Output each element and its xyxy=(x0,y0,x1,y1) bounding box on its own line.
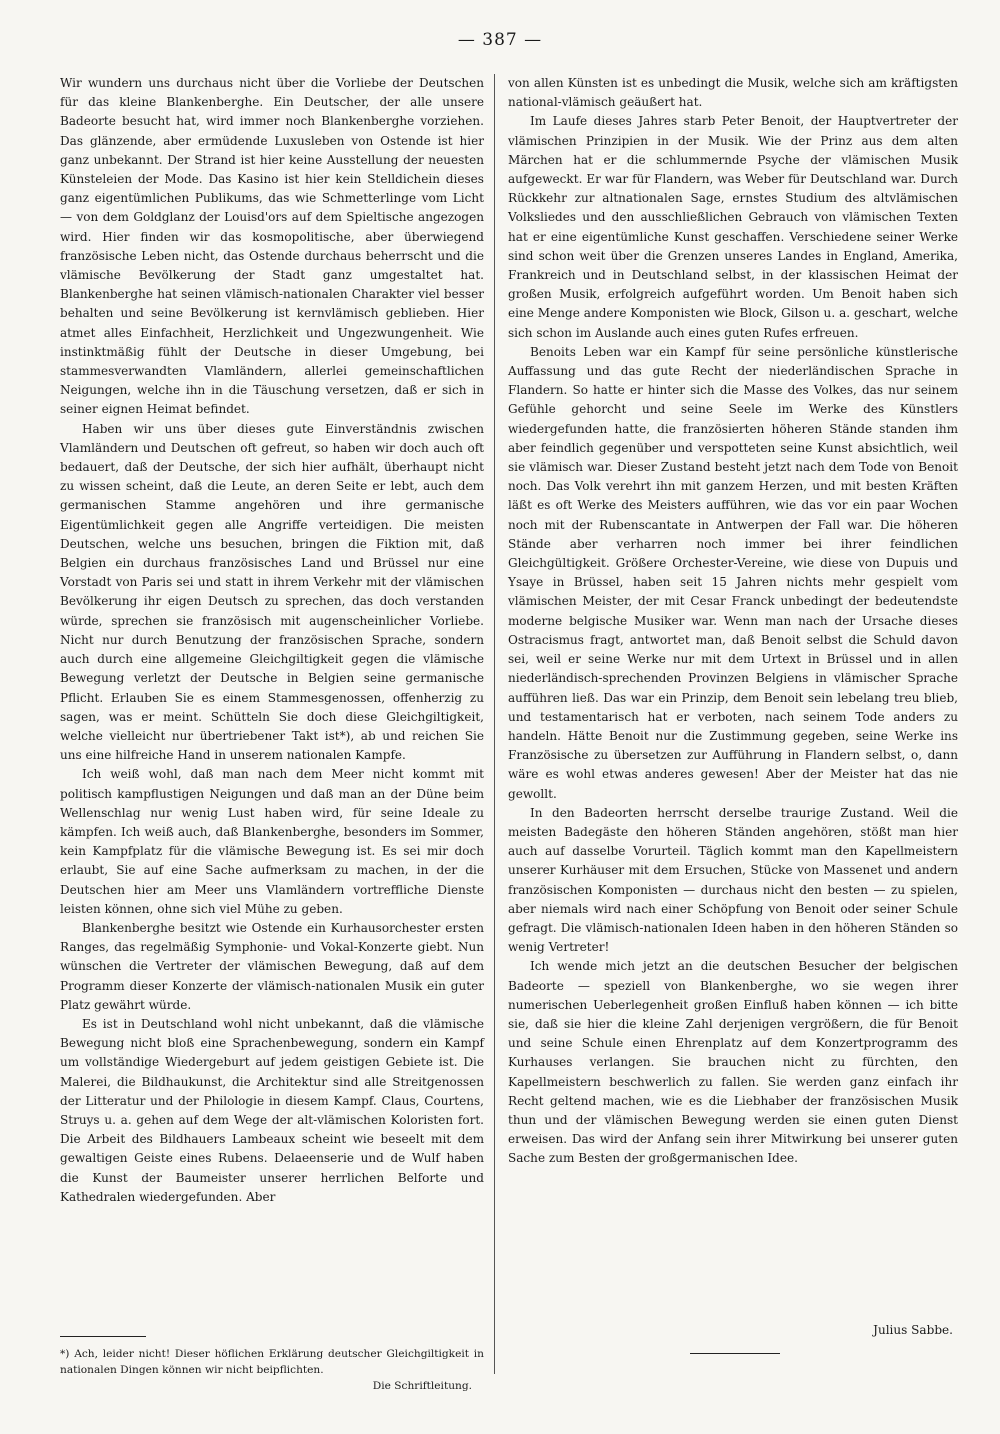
paragraph: Ich wende mich jetzt an die deutschen Besucher der belgischen Badeorte — speziell von Blankenberghe, wo sie wegen ihrer numerischen Ueberlegenheit großen Einfluß haben können — ich bitte sie, daß sie hier die kleine Zahl derjenigen vergrößern, die für Benoit und seine Schule einen Ehrenplatz auf dem Konzertprogramm des Kurhauses verlangen. Sie brauchen nicht zu fürchten, den Kapellmeistern beschwerlich zu fallen. Sie werden ganz einfach ihr Recht geltend machen, wie es die Liebhaber der französischen Musik thun und der vlämischen Bewegung werden sie einen guten Dienst erweisen. Das wird der Anfang sein ihrer Mitwirkung bei unserer guten Sache zum Besten der großgermanischen Idee. xyxy=(508,959,958,1166)
author-signature: Julius Sabbe. xyxy=(873,1323,953,1337)
paragraph: Im Laufe dieses Jahres starb Peter Benoit, der Hauptvertreter der vlämischen Prinzipien in der Musik. Wie der Prinz aus dem alten Märchen hat er die schlummernde Psyche der vlämischen Musik aufgeweckt. Er war für Flandern, was Weber für Deutschland war. Durch Rückkehr zur altnationalen Sage, ernstes Studium des altvlämischen Volksliedes und den ausschließlichen Gebrauch von vlämischen Texten hat er eine eigentümliche Kunst geschaffen. Verschiedene seiner Werke sind schon weit über die Grenzen unseres Landes in England, Amerika, Frankreich und in Deutschland selbst, in der klassischen Heimat der großen Musik, erfolgreich aufgeführt worden. Um Benoit haben sich eine Menge andere Komponisten wie Block, Gilson u. a. geschart, welche sich schon im Auslande auch eines guten Rufes erfreuen. xyxy=(508,114,958,340)
page-number: — 387 — xyxy=(457,30,543,50)
footnote: *) Ach, leider nicht! Dieser höflichen Erklärung deutscher Gleichgiltigkeit in nationalen Dingen können wir nicht beipflichten. xyxy=(60,1348,484,1376)
paragraph: Wir wundern uns durchaus nicht über die Vorliebe der Deutschen für das kleine Blankenberghe. Ein Deutscher, der alle unsere Badeorte besucht hat, wird immer noch Blankenberghe vorziehen. Das glänzende, aber ermüdende Luxusleben von Ostende ist hier ganz unbekannt. Der Strand ist hier keine Ausstellung der neuesten Künsteleien der Mode. Das Kasino ist hier kein Stelldichein dieses ganz eigentümlichen Publikums, das wie Schmetterlinge vom Licht — von dem Goldglanz der Louisd'ors auf dem Spieltische angezogen wird. Hier finden wir das kosmopolitische, aber überwiegend französische Leben nicht, das Ostende durchaus beherrscht und die vlämische Bevölkerung der Stadt ganz umgestaltet hat. Blankenberghe hat seinen vlämisch-nationalen Charakter viel besser behalten und seine Bevölkerung ist kernvlämisch geblieben. Hier atmet alles Einfachheit, Herzlichkeit und Ungezwungenheit. Wie instinktmäßig fühlt der Deutsche in dieser Umgebung, bei stammesverwandten Vlamländern, allerlei gemeinschaftlichen Neigungen, welche ihn in die Täuschung versetzen, daß er sich in seiner eignen Heimat befindet. xyxy=(60,76,484,417)
paragraph: von allen Künsten ist es unbedingt die Musik, welche sich am kräftigsten national-vlämisch geäußert hat. xyxy=(508,76,958,110)
left-column xyxy=(60,74,484,1207)
paragraph: Blankenberghe besitzt wie Ostende ein Kurhausorchester ersten Ranges, das regelmäßig Symphonie- und Vokal-Konzerte giebt. Nun wünschen die Vertreter der vlämischen Bewegung, daß auf dem Programm dieser Konzerte der vlämisch-nationalen Musik ein guter Platz gewährt würde. xyxy=(60,920,484,1012)
paragraph: In den Badeorten herrscht derselbe traurige Zustand. Weil die meisten Badegäste den höheren Ständen angehören, stößt man hier auch auf dasselbe Vorurteil. Täglich kommt man den Kapellmeistern unserer Kurhäuser mit dem Ersuchen, Stücke von Massenet und andern französischen Komponisten — durchaus nicht den besten — zu spielen, aber niemals wird nach einer Schöpfung von Benoit oder seiner Schule gefragt. Die vlämisch-nationalen Ideen haben in den höheren Ständen so wenig Vertreter! xyxy=(508,805,958,955)
paragraph: Haben wir uns über dieses gute Einverständnis zwischen Vlamländern und Deutschen oft gefreut, so haben wir doch auch oft bedauert, daß der Deutsche, der sich hier aufhält, überhaupt nicht zu wissen scheint, daß die Leute, an deren Seite er lebt, auch dem germanischen Stamme angehören und ihre germanische Eigentümlichkeit gegen alle Angriffe verteidigen. Die meisten Deutschen, welche uns besuchen, bringen die Fiktion mit, daß Belgien ein durchaus französisches Land und Brüssel nur eine Vorstadt von Paris sei und statt in ihrem Verkehr mit der vlämischen Bevölkerung ihr eigen Deutsch zu sprechen, das doch verstanden würde, sprechen sie französisch mit augenscheinlicher Vorliebe. Nicht nur durch Benutzung der französischen Sprache, sondern auch durch eine allgemeine Gleichgiltigkeit gegen die vlämische Bewegung verletzt der Deutsche in Belgien seine germanische Pflicht. Erlauben Sie es einem Stammesgenossen, offenherzig zu sagen, was er meint. Schütteln Sie doch diese Gleichgiltigkeit, welche vielleicht nur übertriebener Takt ist*), ab und reichen Sie uns eine hilfreiche Hand in unserem nationalen Kampfe. xyxy=(60,421,484,763)
paragraph: Es ist in Deutschland wohl nicht unbekannt, daß die vlämische Bewegung nicht bloß eine Sprachenbewegung, sondern ein Kampf um vollständige Wiedergeburt auf jedem geistigen Gebiete ist. Die Malerei, die Bildhaukunst, die Architektur sind alle Streitgenossen der Litteratur und der Philologie in diesem Kampf. Claus, Courtens, Struys u. a. gehen auf dem Wege der alt-vlämischen Koloristen fort. Die Arbeit des Bildhauers Lambeaux scheint wie beseelt mit dem gewaltigen Geiste eines Rubens. Delaeenserie und de Wulf haben die Kunst der Baumeister unserer herrlichen Belforte und Kathedralen wiedergefunden. Aber xyxy=(60,1016,484,1204)
footnote-signature: Die Schriftleitung. xyxy=(372,1380,472,1392)
paragraph: Benoits Leben war ein Kampf für seine persönliche künstlerische Auffassung und das gute Recht der niederländischen Sprache in Flandern. So hatte er hinter sich die Masse des Volkes, das nur seinem Gefühle gehorcht und seine Seele im Werke des Künstlers wiedergefunden hatte, die französierten höheren Stände standen ihm aber feindlich gegenüber und verspotteten seine Kunst absichtlich, weil sie vlämisch war. Dieser Zustand besteht jetzt nach dem Tode von Benoit noch. Das Volk verehrt ihn mit ganzem Herzen, und mit besten Kräften läßt es oft Werke des Meisters aufführen, wie das vor ein paar Wochen noch mit der Rubenscantate in Antwerpen der Fall war. Die höheren Stände aber verharren noch immer bei ihrer feindlichen Gleichgültigkeit. Größere Orchester-Vereine, wie diese von Dupuis und Ysaye in Brüssel, haben seit 15 Jahren nichts mehr gespielt vom vlämischen Meister, der mit Cesar Franck unbedingt der bedeutendste moderne belgische Musiker war. Wenn man nach der Ursache dieses Ostracismus fragt, antwortet man, daß Benoit selbst die Schuld davon sei, weil er seine Werke nur mit dem Urtext in Brüssel und in allen niederländisch-sprechenden Provinzen Belgiens in vlämischer Sprache aufführen ließ. Das war ein Prinzip, dem Benoit sein lebelang treu blieb, und testamentarisch hat er verboten, nach seinem Tode anders zu handeln. Hätte Benoit nur die Zustimmung gegeben, seine Werke ins Französische zu übersetzen zur Aufführung in Flandern selbst, o, dann wäre es wohl etwas anderes gewesen! Aber der Meister hat das nie gewollt. xyxy=(508,344,958,801)
right-column xyxy=(508,74,958,1169)
end-rule xyxy=(690,1353,780,1354)
column-divider xyxy=(494,74,495,1374)
footnote-rule xyxy=(60,1336,146,1337)
paragraph: Ich weiß wohl, daß man nach dem Meer nicht kommt mit politisch kampflustigen Neigungen und daß man an der Düne beim Wellenschlag nur wenig Lust haben wird, für seine Ideale zu kämpfen. Ich weiß auch, daß Blankenberghe, besonders im Sommer, kein Kampfplatz für die vlämische Bewegung ist. Es sei mir doch erlaubt, Sie auf eine Sache aufmerksam zu machen, in der die Deutschen hier am Meer uns Vlamländern vortreffliche Dienste leisten können, ohne sich viel Mühe zu geben. xyxy=(60,767,484,916)
